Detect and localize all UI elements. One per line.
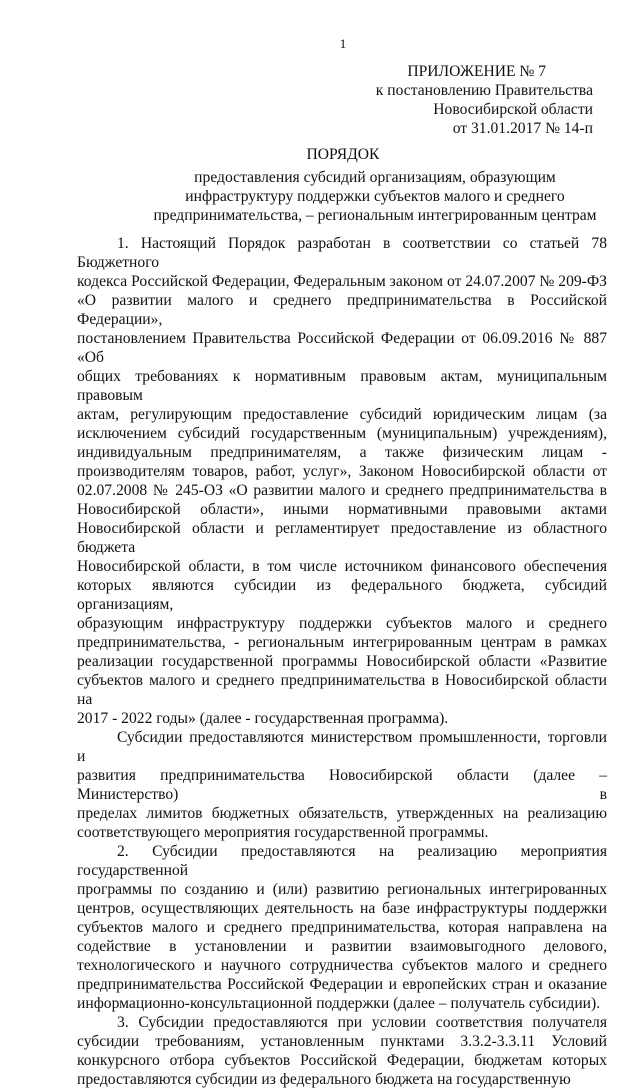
paragraph-line: субъектов малого и среднего предпринимательства, которая направлена на	[77, 919, 607, 936]
paragraph-line: содействие в установлении и развитии взаимовыгодного делового,	[77, 938, 607, 955]
document-title: ПОРЯДОК	[306, 146, 380, 163]
paragraph-line: Новосибирской области, в том числе источником финансового обеспечения	[77, 558, 607, 575]
paragraph-line: программы по созданию и (или) развитию региональных интегрированных	[77, 881, 607, 898]
paragraph-line: 3. Субсидии предоставляются при условии соответствия получателя	[117, 1014, 607, 1031]
paragraph-line: субсидии требованиям, установленным пунктами 3.3.2-3.3.11 Условий	[77, 1033, 607, 1050]
appendix-title: ПРИЛОЖЕНИЕ № 7	[407, 63, 546, 80]
paragraph-line: «О развитии малого и среднего предпринимательства в Российской Федерации»,	[77, 292, 607, 328]
paragraph	[77, 842, 607, 1013]
paragraph	[77, 728, 607, 842]
paragraph-line: предоставляются субсидии из федерального бюджета на государственную	[77, 1071, 571, 1088]
paragraph-line: предпринимательства Российской Федерации и европейских стран и оказание	[77, 976, 607, 993]
paragraph-line: предпринимательства, - региональным интегрированным центрам в рамках	[77, 634, 607, 651]
paragraph-line: 2. Субсидии предоставляются на реализацию мероприятия государственной	[77, 843, 607, 879]
paragraph-line: кодекса Российской Федерации, Федеральным законом от 24.07.2007 № 209-ФЗ	[77, 273, 607, 290]
paragraph-line: Новосибирской области и регламентирует предоставление из областного бюджета	[77, 520, 607, 556]
paragraph-line: реализации государственной программы Новосибирской области «Развитие	[77, 653, 607, 670]
paragraph-line: образующим инфраструктуру поддержки субъектов малого и среднего	[77, 615, 607, 632]
appendix-block	[333, 62, 593, 138]
paragraph-line: которых являются субсидии из федерального бюджета, субсидий организациям,	[77, 577, 607, 613]
paragraph-line: исключением субсидий государственным (муниципальным) учреждениям),	[77, 425, 607, 442]
paragraph-line: технологического и научного сотрудничества субъектов малого и среднего	[77, 957, 607, 974]
paragraph-line: 1. Настоящий Порядок разработан в соответствии со статьей 78 Бюджетного	[77, 235, 607, 271]
paragraph	[77, 234, 607, 728]
paragraph-line: постановлением Правительства Российской Федерации от 06.09.2016 № 887 «Об	[77, 330, 607, 366]
paragraph-line: производителям товаров, работ, услуг», Законом Новосибирской области от	[77, 463, 607, 480]
paragraph-line: пределах лимитов бюджетных обязательств, утвержденных на реализацию	[77, 805, 607, 822]
appendix-line-3: от 31.01.2017 № 14-п	[452, 120, 593, 137]
paragraph-line: центров, осуществляющих деятельность на базе инфраструктуры поддержки	[77, 900, 607, 917]
document-body	[77, 234, 607, 1089]
page-number: 1	[339, 36, 347, 51]
paragraph-line: общих требованиях к нормативным правовым актам, муниципальным правовым	[77, 368, 607, 404]
paragraph-line: развития предпринимательства Новосибирской области (далее – Министерство) в	[77, 767, 607, 803]
paragraph-line: Новосибирской области», иными нормативными правовыми актами	[77, 501, 607, 518]
paragraph-line: 2017 - 2022 годы» (далее - государственная программа).	[77, 710, 449, 727]
paragraph-line: 02.07.2008 № 245-ОЗ «О развитии малого и среднего предпринимательства в	[77, 482, 607, 499]
appendix-line-2: Новосибирской области	[433, 101, 593, 118]
paragraph	[77, 1013, 607, 1089]
paragraph-line: актам, регулирующим предоставление субсидий юридическим лицам (за	[77, 406, 607, 423]
paragraph-line: индивидуальным предпринимателям, а также физическим лицам -	[77, 444, 607, 461]
paragraph-line: информационно-консультационной поддержки (далее – получатель субсидии).	[77, 995, 601, 1012]
paragraph-line: соответствующего мероприятия государственной программы.	[77, 824, 489, 841]
document-subtitle: предоставления субсидий организациям, образующим инфраструктуру поддержки субъектов малого и среднего предпринимательства, – региональным интегрированным центрам	[153, 169, 597, 224]
paragraph-line: Субсидии предоставляются министерством промышленности, торговли и	[77, 729, 607, 765]
paragraph-line: субъектов малого и среднего предпринимательства в Новосибирской области на	[77, 672, 607, 708]
paragraph-line: конкурсного отбора субъектов Российской Федерации, бюджетам которых	[77, 1052, 607, 1069]
appendix-line-1: к постановлению Правительства	[375, 82, 593, 99]
